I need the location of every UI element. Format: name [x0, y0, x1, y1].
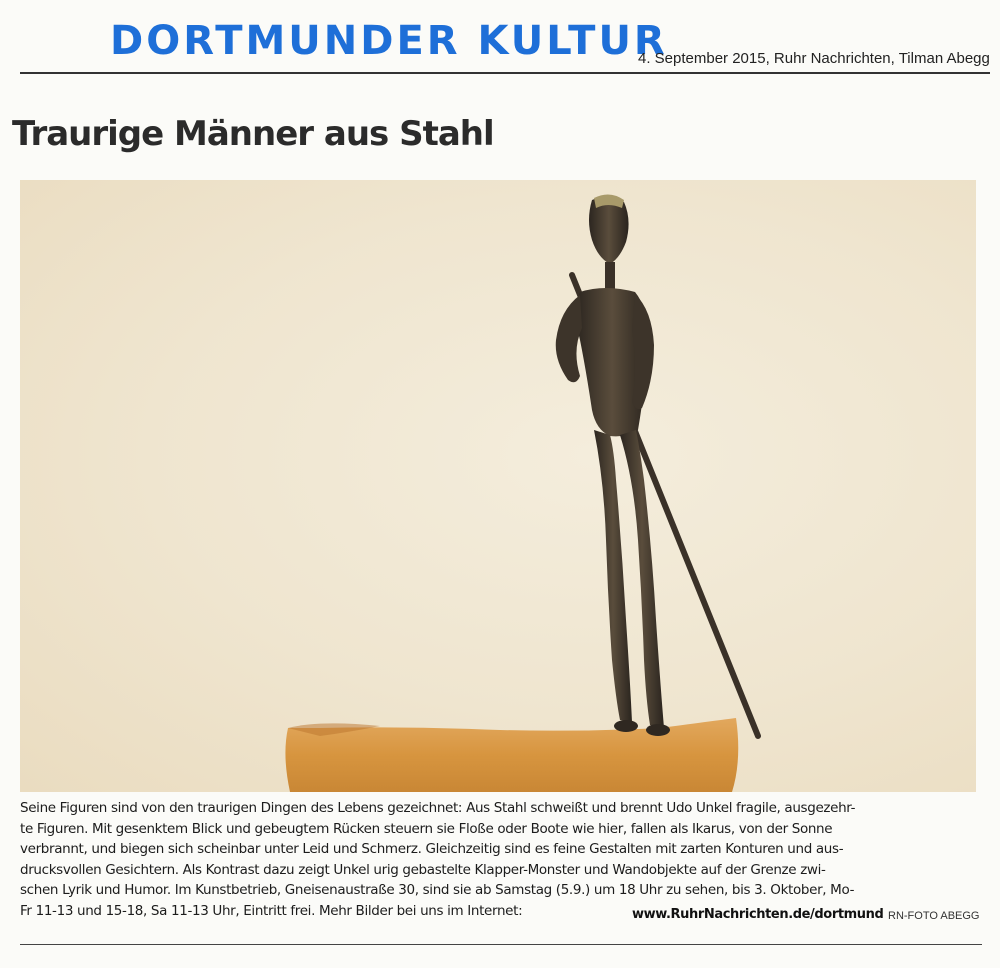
website-link[interactable]: www.RuhrNachrichten.de/dortmund — [632, 907, 884, 922]
top-divider — [20, 72, 990, 74]
figure-head — [589, 196, 629, 264]
figure-right-arm — [632, 294, 654, 409]
bottom-divider — [20, 944, 982, 945]
photo-caption — [20, 798, 980, 921]
photo-credit: RN-FOTO ABEGG — [888, 910, 980, 922]
article-headline: Traurige Männer aus Stahl — [12, 114, 494, 154]
caption-line: schen Lyrik und Humor. Im Kunstbetrieb, Gneisenaustraße 30, sind sie ab Samstag (5.9.) um 18 Uhr zu sehen, bis 3. Oktober, Mo- — [20, 882, 855, 898]
caption-line: Seine Figuren sind von den traurigen Dingen des Lebens gezeichnet: Aus Stahl schweißt und brennt Udo Unkel fragile, ausgezehr- — [20, 800, 856, 816]
sculpture-photo — [20, 180, 976, 792]
caption-line: drucksvollen Gesichtern. Als Kontrast dazu zeigt Unkel urig gebastelte Klapper-Monster und Wandobjekte auf der Grenze zwi- — [20, 861, 826, 878]
figure-left-leg — [594, 430, 632, 722]
figure-left-arm — [556, 295, 582, 382]
section-masthead: DORTMUNDER KULTUR — [110, 18, 668, 64]
caption-line: te Figuren. Mit gesenktem Blick und gebeugtem Rücken steuern sie Floße oder Boote wie hier, fallen als Ikarus, von der Sonne — [20, 820, 833, 837]
caption-line: Fr 11-13 und 15-18, Sa 11-13 Uhr, Eintritt frei. Mehr Bilder bei uns im Internet: — [20, 902, 523, 919]
caption-line: verbrannt, und biegen sich scheinbar unter Leid und Schmerz. Gleichzeitig sind es feine Gestalten mit zarten Konturen und aus- — [20, 841, 844, 857]
steel-figure-illustration — [20, 180, 976, 792]
publication-meta: 4. September 2015, Ruhr Nachrichten, Tilman Abegg — [638, 50, 990, 67]
